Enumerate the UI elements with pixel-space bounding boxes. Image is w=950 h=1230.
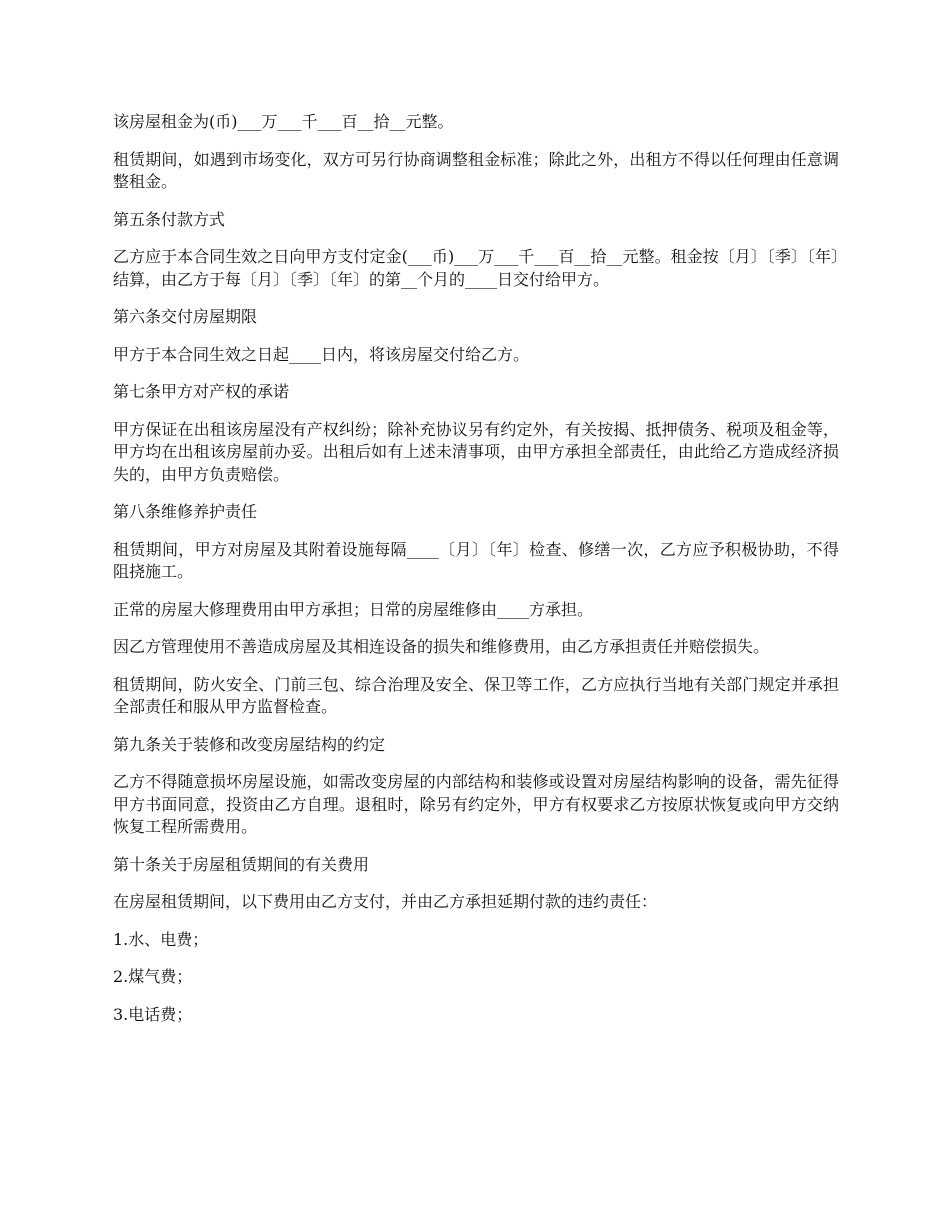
repair-cost-paragraph: 正常的房屋大修理费用由甲方承担；日常的房屋维修由____方承担。 [113,599,594,619]
rent-amount-paragraph: 该房屋租金为(币)___万___千___百__拾__元整。 [113,112,454,131]
payment-method-paragraph: 乙方应于本合同生效之日向甲方支付定金(___币)___万___千___百__拾__元整。租金按〔月〕〔季〕〔年〕结算，由乙方于每〔月〕〔季〕〔年〕的第__个月的____日交付给甲方。 [113,247,839,289]
article-6-heading: 第六条交付房屋期限 [113,307,258,326]
fee-item-phone: 3.电话费； [113,1004,193,1024]
document-body [113,111,839,1041]
article-7-heading: 第七条甲方对产权的承诺 [113,382,290,401]
property-rights-paragraph: 甲方保证在出租该房屋没有产权纠纷；除补充协议另有约定外，有关按揭、抵押债务、税项及租金等，甲方均在出租该房屋前办妥。出租后如有上述未清事项，由甲方承担全部责任，由此给乙方造成经济损失的，由甲方负责赔偿。 [113,419,839,484]
fee-item-water-electricity: 1.水、电费； [113,929,209,949]
article-10-heading: 第十条关于房屋租赁期间的有关费用 [113,854,370,874]
damage-liability-paragraph: 因乙方管理使用不善造成房屋及其相连设备的损失和维修费用，由乙方承担责任并赔偿损失。 [113,637,770,656]
article-9-heading: 第九条关于装修和改变房屋结构的约定 [113,734,386,754]
renovation-paragraph: 乙方不得随意损坏房屋设施，如需改变房屋的内部结构和装修或设置对房屋结构影响的设备，需先征得甲方书面同意，投资由乙方自理。退租时，除另有约定外，甲方有权要求乙方按原状恢复或向甲方交纳恢复工程所需费用。 [113,772,839,836]
fee-item-gas: 2.煤气费； [113,967,193,986]
article-5-heading: 第五条付款方式 [113,209,226,229]
delivery-term-paragraph: 甲方于本合同生效之日起____日内，将该房屋交付给乙方。 [113,344,530,364]
safety-paragraph: 租赁期间，防火安全、门前三包、综合治理及安全、保卫等工作，乙方应执行当地有关部门规定并承担全部责任和服从甲方监督检查。 [113,674,839,716]
rent-adjustment-paragraph: 租赁期间，如遇到市场变化，双方可另行协商调整租金标准；除此之外，出租方不得以任何理由任意调整租金。 [113,149,839,191]
inspection-paragraph: 租赁期间，甲方对房屋及其附着设施每隔____〔月〕〔年〕检查、修缮一次，乙方应予积极协助，不得阻挠施工。 [113,539,839,581]
article-8-heading: 第八条维修养护责任 [113,502,258,521]
fees-intro-paragraph: 在房屋租赁期间，以下费用由乙方支付，并由乙方承担延期付款的违约责任： [113,892,658,911]
